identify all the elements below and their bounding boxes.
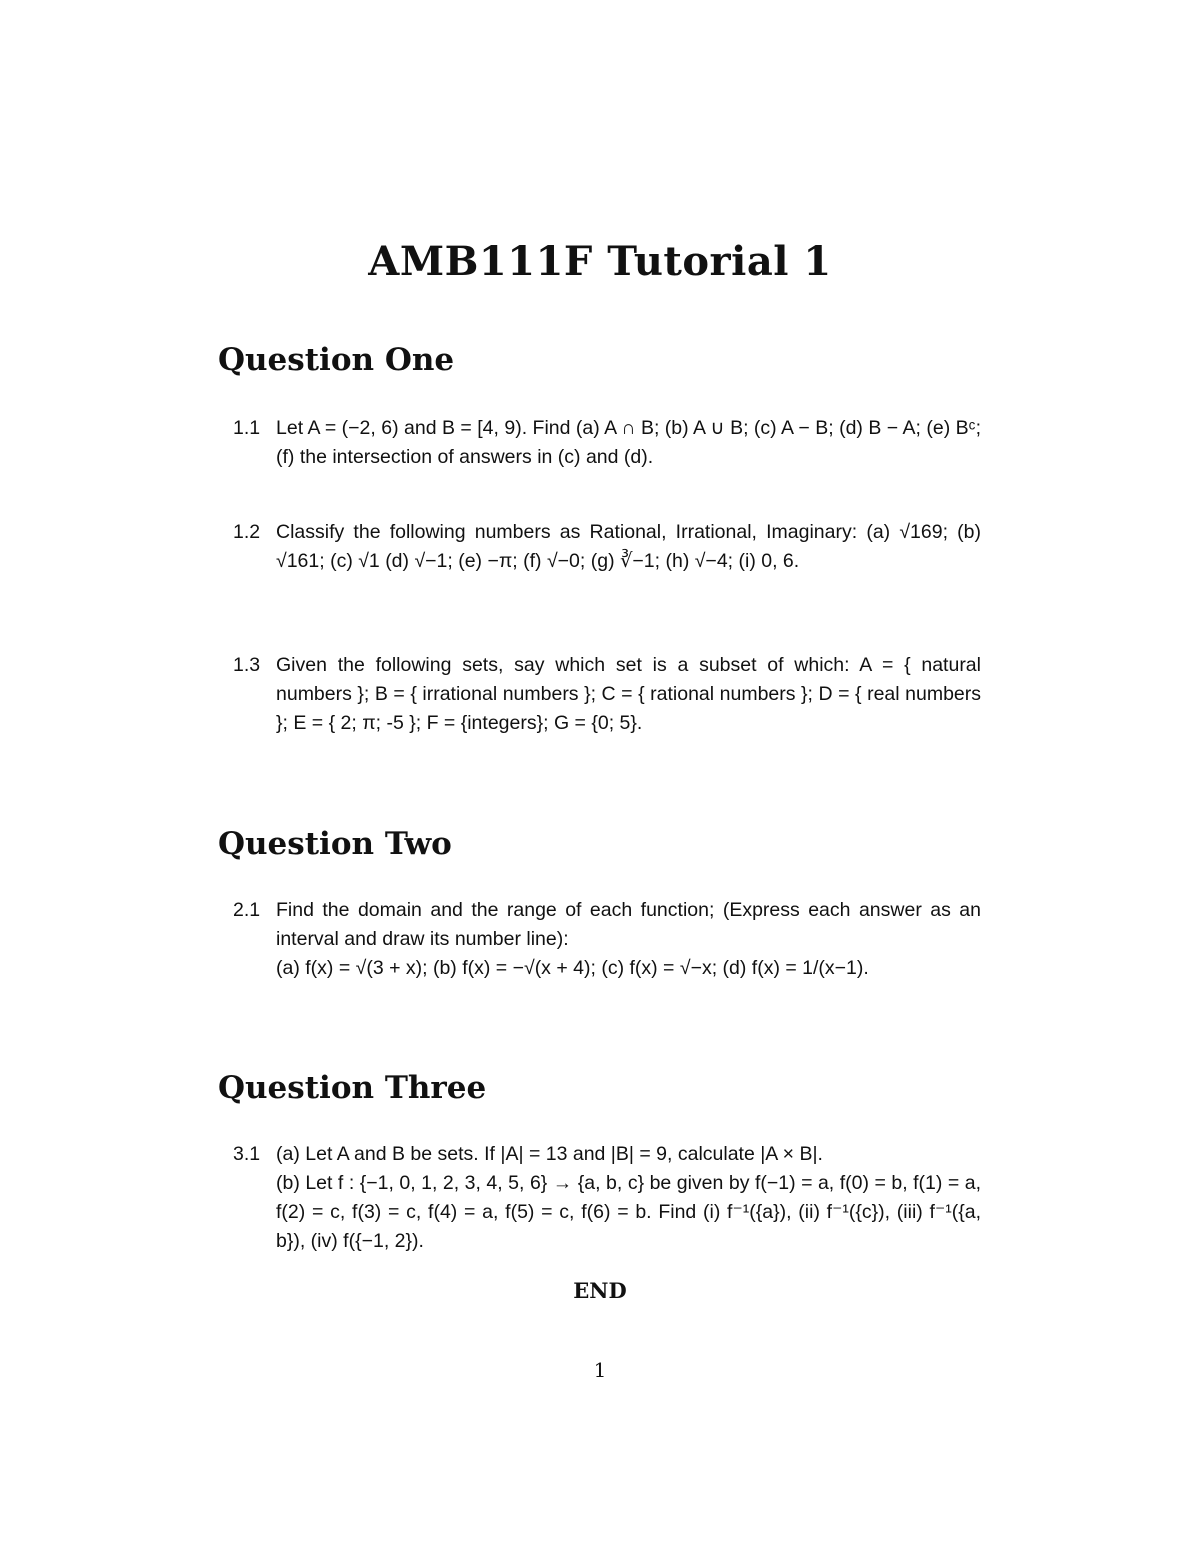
question-1-3 xyxy=(233,651,981,738)
question-2-1 xyxy=(233,896,981,983)
question-3-1 xyxy=(233,1140,981,1256)
section-heading-question-one: Question One xyxy=(218,342,455,378)
question-text: Find the domain and the range of each function; (Express each answer as an interval and draw its number line): xyxy=(276,899,981,950)
question-number: 1.2 xyxy=(233,521,261,543)
question-text: (b) Let f : {−1, 0, 1, 2, 3, 4, 5, 6} → {a, b, c} be given by f(−1) = a, f(0) = b, f(1) = a, f(2) = c, f(3) = c, f(4) = a, f(5) = c, f(6) = b. Find (i) f⁻¹({a}), (ii) f⁻¹({c}), (iii) f⁻¹({a, b}), (iv) f({−1, 2}). xyxy=(276,1172,981,1252)
page-number: 1 xyxy=(593,1358,607,1382)
question-number: 2.1 xyxy=(233,899,261,921)
end-label: END xyxy=(573,1278,627,1303)
question-text: Given the following sets, say which set is a subset of which: A = { natural numbers }; B = { irrational numbers }; C = { rational numbers }; D = { real numbers }; E = { 2; π; -5 }; F = {integers}; G = {0; 5}. xyxy=(276,654,981,734)
question-1-2 xyxy=(233,518,981,576)
question-text: Classify the following numbers as Rational, Irrational, Imaginary: (a) √169; (b) √161; (c) √1 (d) √−1; (e) −π; (f) √−0; (g) ∛−1; (h) √−4; (i) 0, 6. xyxy=(276,521,981,572)
question-text: (a) Let A and B be sets. If |A| = 13 and |B| = 9, calculate |A × B|. xyxy=(276,1143,823,1165)
question-number: 3.1 xyxy=(233,1143,261,1165)
document-title: AMB111F Tutorial 1 xyxy=(368,238,832,285)
section-heading-question-two: Question Two xyxy=(218,826,452,862)
question-1-1 xyxy=(233,414,981,472)
section-heading-question-three: Question Three xyxy=(218,1070,487,1106)
question-number: 1.1 xyxy=(233,417,261,439)
question-text: (a) f(x) = √(3 + x); (b) f(x) = −√(x + 4); (c) f(x) = √−x; (d) f(x) = 1/(x−1). xyxy=(276,957,869,979)
question-number: 1.3 xyxy=(233,654,261,676)
question-text: Let A = (−2, 6) and B = [4, 9). Find (a) A ∩ B; (b) A ∪ B; (c) A − B; (d) B − A; (e) Bᶜ; (f) the intersection of answers in (c) and (d). xyxy=(276,417,981,468)
